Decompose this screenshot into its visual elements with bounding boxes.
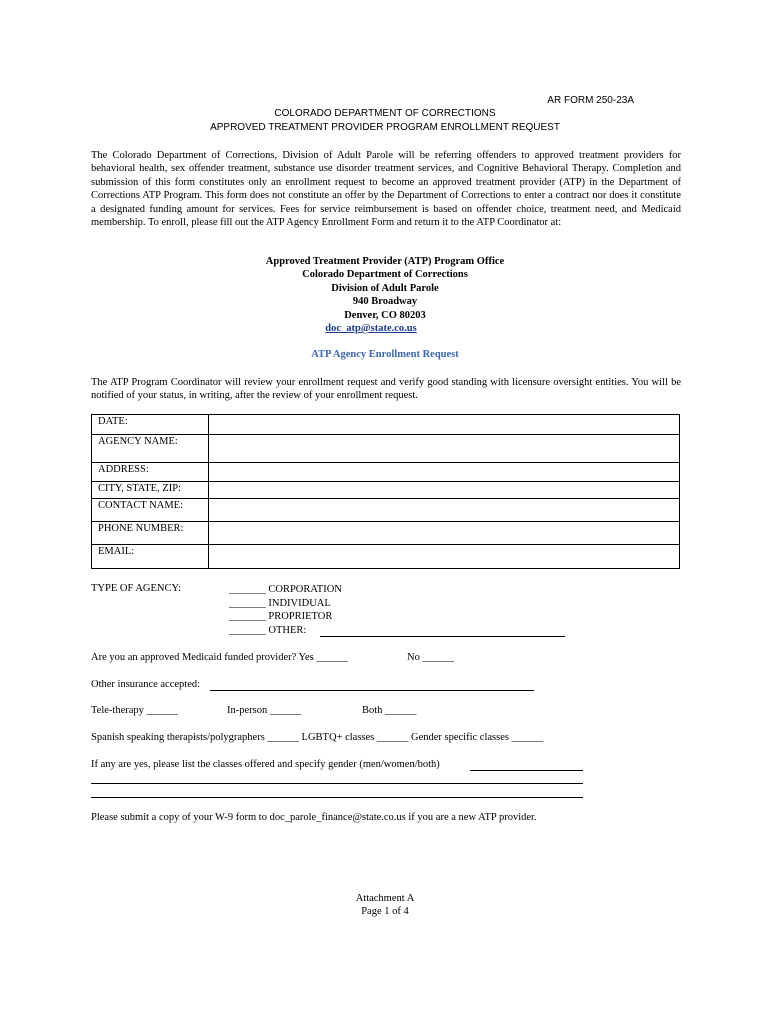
address-line-4: 940 Broadway: [352, 296, 418, 308]
address-line-1: Approved Treatment Provider (ATP) Program Office: [265, 256, 505, 267]
agency-type-options: [229, 583, 342, 637]
agency-info-table: [91, 414, 680, 569]
both-option: Both ______: [362, 705, 417, 716]
classes-line-1[interactable]: [470, 770, 583, 771]
inperson-option: In-person ______: [227, 705, 302, 716]
agency-option-corporation[interactable]: _______ CORPORATION: [229, 584, 342, 595]
address-block: [0, 255, 770, 335]
phone-number-label: PHONE NUMBER:: [92, 522, 209, 545]
atp-email-link[interactable]: doc_atp@state.co.us: [325, 323, 417, 335]
classes-question: If any are yes, please list the classes offered and specify gender (men/women/both): [91, 759, 440, 770]
enrollment-title: ATP Agency Enrollment Request: [311, 349, 459, 360]
address-field[interactable]: [209, 463, 680, 482]
intro-paragraph: The Colorado Department of Corrections, Division of Adult Parole will be referring offenders to approved treatment providers for behavioral health, sex offender treatment, substance use disorder treatment services, and Cognitive Behavioral Therapy. Completion and submission of this form constitutes only an enrollment request to become an approved treatment provider (ATP) in the Department of Corrections ATP Program. This form does not constitute an offer by the Department of Corrections to enter a contract nor does it constitute a designated funding amount for services. Fees for service reimbursement is based on offender choice, treatment need, and Medicaid membership. To enroll, please fill out the ATP Agency Enrollment Form and return it to the ATP Coordinator at:: [91, 150, 681, 229]
insurance-label: Other insurance accepted:: [91, 679, 201, 690]
footer: [0, 892, 770, 919]
header-line-1: COLORADO DEPARTMENT OF CORRECTIONS: [274, 108, 496, 119]
form-number: AR FORM 250-23A: [547, 95, 634, 106]
contact-name-label: CONTACT NAME:: [92, 499, 209, 522]
address-line-5: Denver, CO 80203: [344, 309, 426, 321]
agency-name-field[interactable]: [209, 435, 680, 463]
medicaid-question: Are you an approved Medicaid funded provider? Yes ______: [91, 652, 348, 663]
email-field[interactable]: [209, 545, 680, 569]
phone-number-field[interactable]: [209, 522, 680, 545]
header-line-2: APPROVED TREATMENT PROVIDER PROGRAM ENROLLMENT REQUEST: [210, 122, 560, 133]
classes-line-2[interactable]: [91, 783, 583, 784]
date-field[interactable]: [209, 415, 680, 435]
date-label: DATE:: [92, 415, 209, 435]
city-state-zip-field[interactable]: [209, 482, 680, 499]
insurance-line[interactable]: [210, 690, 534, 691]
w9-instruction: Please submit a copy of your W-9 form to doc_parole_finance@state.co.us if you are a new ATP provider.: [91, 812, 537, 823]
contact-name-field[interactable]: [209, 499, 680, 522]
other-agency-line[interactable]: [320, 636, 565, 637]
review-paragraph: The ATP Program Coordinator will review your enrollment request and verify good standing with licensure oversight entities. You will be notified of your status, in writing, after the review of your enrollment request.: [91, 377, 681, 402]
attachment-label: Attachment A: [355, 893, 415, 904]
agency-option-other[interactable]: _______ OTHER:: [229, 624, 307, 636]
city-state-zip-label: CITY, STATE, ZIP:: [92, 482, 209, 499]
agency-option-individual[interactable]: _______ INDIVIDUAL: [229, 597, 331, 609]
spanish-lgbtq-gender-question: Spanish speaking therapists/polygraphers ______ LGBTQ+ classes ______ Gender specific classes ______: [91, 732, 544, 743]
medicaid-no: No ______: [407, 652, 454, 663]
classes-line-3[interactable]: [91, 797, 583, 798]
agency-type-label: TYPE OF AGENCY:: [91, 583, 182, 594]
email-label: EMAIL:: [92, 545, 209, 569]
agency-name-label: AGENCY NAME:: [92, 435, 209, 463]
page-number: Page 1 of 4: [361, 906, 409, 918]
teletherapy-option: Tele-therapy ______: [91, 705, 179, 716]
address-label: ADDRESS:: [92, 463, 209, 482]
address-line-3: Division of Adult Parole: [331, 282, 439, 294]
agency-option-proprietor[interactable]: _______ PROPRIETOR: [229, 611, 333, 623]
address-line-2: Colorado Department of Corrections: [302, 269, 468, 281]
